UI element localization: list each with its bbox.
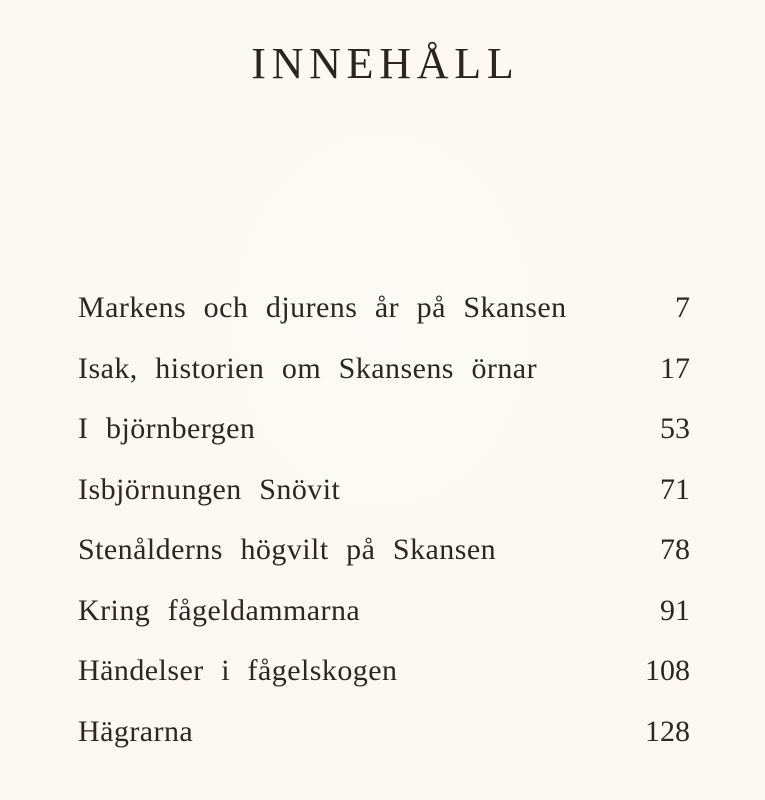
- toc-entry: [78, 278, 690, 339]
- toc-entry: [78, 641, 690, 702]
- chapter-title: Markens och djurens år på Skansen: [78, 291, 567, 325]
- table-of-contents: [78, 278, 690, 762]
- toc-entry: [78, 581, 690, 642]
- chapter-title: Isak, historien om Skansens örnar: [78, 351, 538, 385]
- chapter-page-number: 128: [645, 714, 690, 748]
- chapter-title: Händelser i fågelskogen: [78, 654, 398, 688]
- chapter-page-number: 7: [675, 291, 690, 325]
- toc-entry: [78, 520, 690, 581]
- chapter-title: Kring fågeldammarna: [78, 593, 361, 627]
- chapter-title: Isbjörnungen Snövit: [78, 472, 341, 506]
- chapter-page-number: 53: [660, 412, 690, 446]
- chapter-title: I björnbergen: [78, 412, 256, 446]
- chapter-page-number: 17: [660, 351, 690, 385]
- contents-title: INNEHÅLL: [251, 39, 520, 88]
- chapter-title: Hägrarna: [78, 714, 194, 748]
- toc-entry: [78, 339, 690, 400]
- chapter-page-number: 71: [660, 472, 690, 506]
- toc-entry: [78, 399, 690, 460]
- chapter-page-number: 108: [645, 654, 690, 688]
- chapter-page-number: 91: [660, 593, 690, 627]
- chapter-page-number: 78: [660, 533, 690, 567]
- toc-entry: [78, 460, 690, 521]
- chapter-title: Stenålderns högvilt på Skansen: [78, 533, 497, 567]
- toc-entry: [78, 702, 690, 763]
